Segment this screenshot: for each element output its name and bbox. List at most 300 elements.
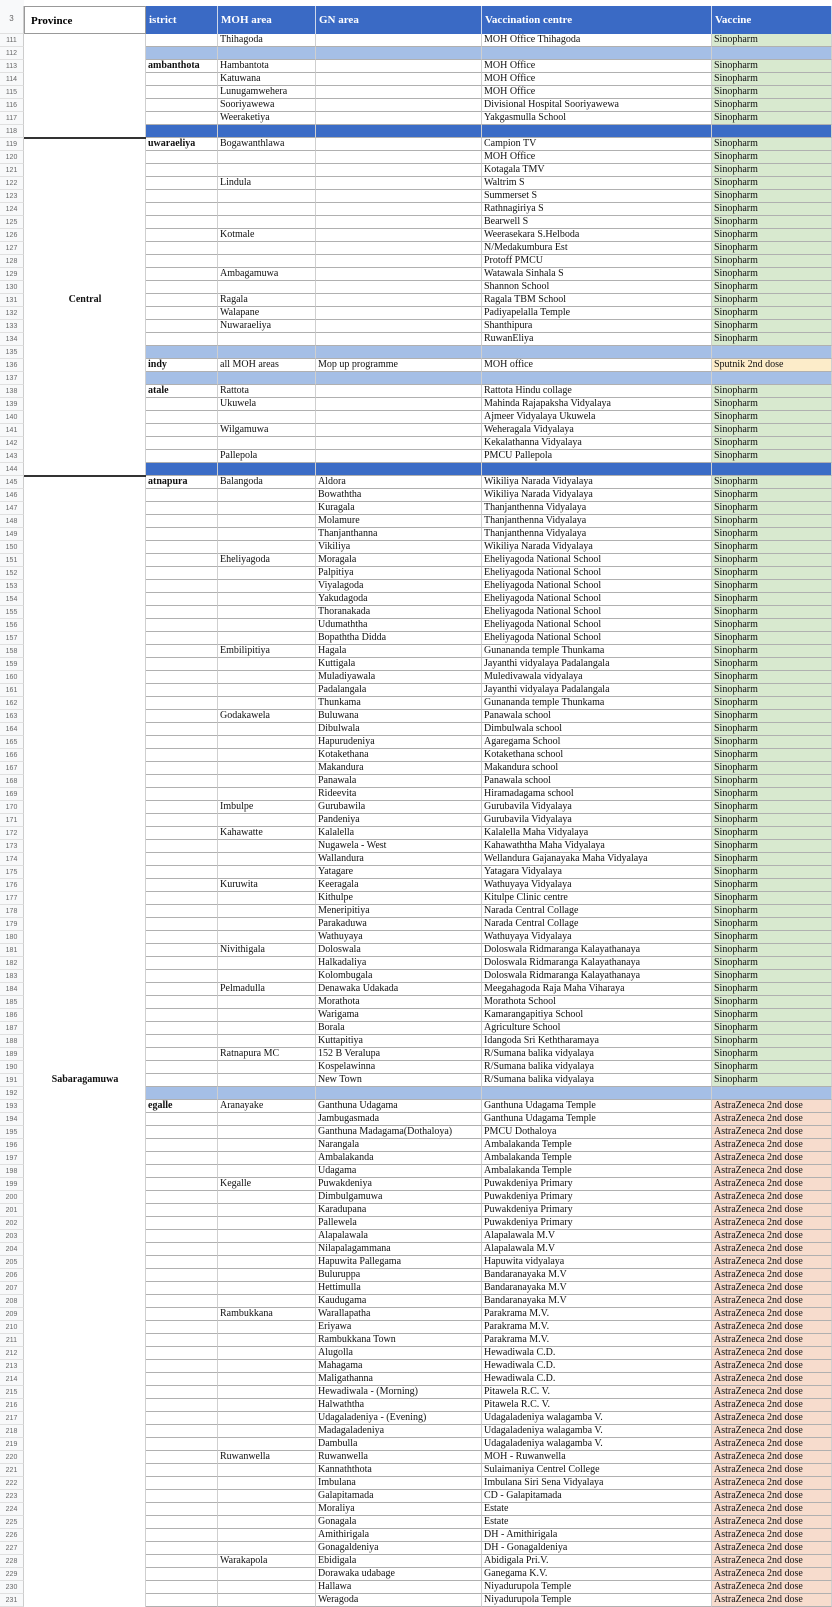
province-cell[interactable] — [24, 853, 146, 866]
province-cell[interactable] — [24, 1022, 146, 1035]
province-cell[interactable] — [24, 424, 146, 437]
gn-area-cell[interactable]: Mahagama — [316, 1360, 482, 1373]
moh-area-cell[interactable] — [218, 853, 316, 866]
vaccine-cell[interactable]: Sinopharm — [712, 684, 832, 697]
gn-area-cell[interactable]: Palpitiya — [316, 567, 482, 580]
vaccination-centre-cell[interactable]: Wikiliya Narada Vidyalaya — [482, 476, 712, 489]
province-cell[interactable] — [24, 372, 146, 385]
district-cell[interactable] — [146, 931, 218, 944]
gn-area-cell[interactable]: Makandura — [316, 762, 482, 775]
gn-area-cell[interactable]: Kotakethana — [316, 749, 482, 762]
moh-area-cell[interactable] — [218, 242, 316, 255]
vaccine-cell[interactable]: AstraZeneca 2nd dose — [712, 1126, 832, 1139]
moh-area-cell[interactable] — [218, 1581, 316, 1594]
vaccination-centre-cell[interactable]: Hapuwita vidyalaya — [482, 1256, 712, 1269]
gn-area-cell[interactable]: Udumaththa — [316, 619, 482, 632]
vaccine-cell[interactable]: Sinopharm — [712, 1074, 832, 1087]
province-cell[interactable] — [24, 1581, 146, 1594]
moh-area-cell[interactable]: Hambantota — [218, 60, 316, 73]
gn-area-cell[interactable]: Halkadaliya — [316, 957, 482, 970]
moh-area-cell[interactable] — [218, 749, 316, 762]
row-number[interactable]: 158 — [0, 645, 24, 658]
district-cell[interactable] — [146, 1178, 218, 1191]
vaccination-centre-cell[interactable]: Kotakethana school — [482, 749, 712, 762]
row-number[interactable]: 146 — [0, 489, 24, 502]
gn-area-cell[interactable]: Kannaththota — [316, 1464, 482, 1477]
moh-area-cell[interactable] — [218, 1282, 316, 1295]
gn-area-cell[interactable]: Maligathanna — [316, 1373, 482, 1386]
moh-area-cell[interactable]: Kegalle — [218, 1178, 316, 1191]
row-number[interactable]: 199 — [0, 1178, 24, 1191]
row-number[interactable]: 118 — [0, 125, 24, 138]
gn-area-cell[interactable]: Galapitamada — [316, 1490, 482, 1503]
row-number[interactable]: 144 — [0, 463, 24, 476]
province-cell[interactable] — [24, 1165, 146, 1178]
gn-area-cell[interactable]: Thunkama — [316, 697, 482, 710]
gn-area-cell[interactable] — [316, 1087, 482, 1100]
moh-area-cell[interactable] — [218, 632, 316, 645]
province-cell[interactable] — [24, 801, 146, 814]
moh-area-cell[interactable] — [218, 1009, 316, 1022]
province-cell[interactable] — [24, 1243, 146, 1256]
district-cell[interactable] — [146, 775, 218, 788]
province-cell[interactable] — [24, 1204, 146, 1217]
province-cell[interactable] — [24, 320, 146, 333]
vaccine-cell[interactable]: Sinopharm — [712, 450, 832, 463]
district-cell[interactable] — [146, 1529, 218, 1542]
vaccine-cell[interactable] — [712, 47, 832, 60]
province-cell[interactable] — [24, 515, 146, 528]
province-cell[interactable] — [24, 1412, 146, 1425]
vaccine-cell[interactable]: Sinopharm — [712, 593, 832, 606]
moh-area-cell[interactable] — [218, 1386, 316, 1399]
moh-area-cell[interactable] — [218, 1568, 316, 1581]
district-cell[interactable] — [146, 814, 218, 827]
row-number[interactable]: 135 — [0, 346, 24, 359]
gn-area-cell[interactable]: Nugawela - West — [316, 840, 482, 853]
vaccine-cell[interactable]: Sinopharm — [712, 970, 832, 983]
row-number[interactable]: 172 — [0, 827, 24, 840]
moh-area-cell[interactable]: Katuwana — [218, 73, 316, 86]
row-number[interactable]: 226 — [0, 1529, 24, 1542]
vaccination-centre-cell[interactable]: Eheliyagoda National School — [482, 606, 712, 619]
vaccination-centre-cell[interactable]: Kotagala TMV — [482, 164, 712, 177]
vaccination-centre-cell[interactable]: Bandaranayaka M.V — [482, 1295, 712, 1308]
district-cell[interactable] — [146, 749, 218, 762]
district-cell[interactable] — [146, 151, 218, 164]
moh-area-cell[interactable] — [218, 372, 316, 385]
gn-area-cell[interactable] — [316, 333, 482, 346]
district-cell[interactable] — [146, 1568, 218, 1581]
gn-area-cell[interactable]: Muladiyawala — [316, 671, 482, 684]
moh-area-cell[interactable]: Kahawatte — [218, 827, 316, 840]
gn-area-cell[interactable]: Wallandura — [316, 853, 482, 866]
gn-area-cell[interactable]: Udagaladeniya - (Evening) — [316, 1412, 482, 1425]
gn-area-cell[interactable]: Narangala — [316, 1139, 482, 1152]
row-number[interactable]: 166 — [0, 749, 24, 762]
district-cell[interactable] — [146, 970, 218, 983]
vaccination-centre-cell[interactable]: Agaregama School — [482, 736, 712, 749]
gn-area-cell[interactable]: Parakaduwa — [316, 918, 482, 931]
vaccine-cell[interactable]: Sinopharm — [712, 151, 832, 164]
province-cell[interactable] — [24, 1048, 146, 1061]
row-number[interactable]: 227 — [0, 1542, 24, 1555]
row-number[interactable]: 176 — [0, 879, 24, 892]
gn-area-cell[interactable]: Kuragala — [316, 502, 482, 515]
province-cell[interactable] — [24, 723, 146, 736]
district-cell[interactable] — [146, 710, 218, 723]
gn-area-cell[interactable]: Aldora — [316, 476, 482, 489]
vaccine-cell[interactable] — [712, 372, 832, 385]
province-cell[interactable] — [24, 398, 146, 411]
district-cell[interactable] — [146, 944, 218, 957]
vaccine-cell[interactable] — [712, 463, 832, 476]
province-cell[interactable] — [24, 970, 146, 983]
gn-area-cell[interactable]: Mop up programme — [316, 359, 482, 372]
row-number[interactable]: 217 — [0, 1412, 24, 1425]
district-cell[interactable] — [146, 73, 218, 86]
vaccine-cell[interactable]: Sinopharm — [712, 918, 832, 931]
vaccination-centre-cell[interactable]: DH - Amithirigala — [482, 1529, 712, 1542]
vaccine-cell[interactable]: Sinopharm — [712, 658, 832, 671]
vaccination-centre-cell[interactable]: Doloswala Ridmaranga Kalayathanaya — [482, 970, 712, 983]
province-cell[interactable] — [24, 866, 146, 879]
gn-area-cell[interactable]: Ganthuna Madagama(Dothaloya) — [316, 1126, 482, 1139]
province-cell[interactable] — [24, 1568, 146, 1581]
moh-area-cell[interactable] — [218, 866, 316, 879]
vaccination-centre-cell[interactable]: Weerasekara S.Helboda — [482, 229, 712, 242]
moh-area-cell[interactable] — [218, 788, 316, 801]
moh-area-cell[interactable] — [218, 1542, 316, 1555]
province-cell[interactable] — [24, 918, 146, 931]
row-number[interactable]: 164 — [0, 723, 24, 736]
moh-area-cell[interactable]: Ambagamuwa — [218, 268, 316, 281]
gn-area-cell[interactable] — [316, 281, 482, 294]
vaccination-centre-cell[interactable]: Protoff PMCU — [482, 255, 712, 268]
gn-area-cell[interactable] — [316, 164, 482, 177]
gn-area-cell[interactable] — [316, 242, 482, 255]
vaccine-cell[interactable]: Sinopharm — [712, 554, 832, 567]
row-number[interactable]: 203 — [0, 1230, 24, 1243]
vaccine-cell[interactable]: Sinopharm — [712, 931, 832, 944]
gn-area-cell[interactable]: Halwaththa — [316, 1399, 482, 1412]
row-number[interactable]: 152 — [0, 567, 24, 580]
vaccination-centre-cell[interactable]: Narada Central Collage — [482, 905, 712, 918]
vaccination-centre-cell[interactable]: Wellandura Gajanayaka Maha Vidyalaya — [482, 853, 712, 866]
row-number[interactable]: 127 — [0, 242, 24, 255]
province-cell[interactable] — [24, 944, 146, 957]
row-number[interactable]: 165 — [0, 736, 24, 749]
district-cell[interactable] — [146, 125, 218, 138]
row-number[interactable]: 129 — [0, 268, 24, 281]
row-number[interactable]: 136 — [0, 359, 24, 372]
province-cell[interactable] — [24, 1191, 146, 1204]
row-number[interactable]: 225 — [0, 1516, 24, 1529]
province-cell[interactable] — [24, 788, 146, 801]
moh-area-cell[interactable] — [218, 1594, 316, 1607]
row-number[interactable]: 162 — [0, 697, 24, 710]
vaccination-centre-cell[interactable]: Padiyapelalla Temple — [482, 307, 712, 320]
vaccine-cell[interactable]: Sputnik 2nd dose — [712, 359, 832, 372]
province-cell[interactable] — [24, 749, 146, 762]
vaccination-centre-cell[interactable]: Ambalakanda Temple — [482, 1139, 712, 1152]
vaccination-centre-cell[interactable]: Kekalathanna Vidyalaya — [482, 437, 712, 450]
district-cell[interactable] — [146, 554, 218, 567]
row-number[interactable]: 142 — [0, 437, 24, 450]
district-cell[interactable] — [146, 1113, 218, 1126]
province-cell[interactable] — [24, 697, 146, 710]
moh-area-cell[interactable] — [218, 190, 316, 203]
province-cell[interactable] — [24, 736, 146, 749]
gn-area-cell[interactable]: Gonagala — [316, 1516, 482, 1529]
row-number[interactable]: 193 — [0, 1100, 24, 1113]
vaccination-centre-cell[interactable]: Wathuyaya Vidyalaya — [482, 931, 712, 944]
province-cell[interactable] — [24, 827, 146, 840]
moh-area-cell[interactable] — [218, 1347, 316, 1360]
province-cell[interactable] — [24, 1529, 146, 1542]
row-number[interactable]: 170 — [0, 801, 24, 814]
row-number[interactable]: 159 — [0, 658, 24, 671]
vaccine-cell[interactable]: Sinopharm — [712, 164, 832, 177]
moh-area-cell[interactable]: Lindula — [218, 177, 316, 190]
province-cell[interactable] — [24, 1347, 146, 1360]
district-cell[interactable] — [146, 671, 218, 684]
header-moh-area[interactable]: MOH area — [218, 6, 316, 34]
gn-area-cell[interactable]: Rambukkana Town — [316, 1334, 482, 1347]
moh-area-cell[interactable] — [218, 1399, 316, 1412]
moh-area-cell[interactable] — [218, 346, 316, 359]
province-cell[interactable] — [24, 905, 146, 918]
vaccination-centre-cell[interactable]: Shannon School — [482, 281, 712, 294]
row-number[interactable]: 124 — [0, 203, 24, 216]
gn-area-cell[interactable]: Pallewela — [316, 1217, 482, 1230]
province-cell[interactable] — [24, 229, 146, 242]
province-cell[interactable] — [24, 268, 146, 281]
district-cell[interactable] — [146, 242, 218, 255]
gn-area-cell[interactable]: Hallawa — [316, 1581, 482, 1594]
vaccination-centre-cell[interactable]: Hewadiwala C.D. — [482, 1347, 712, 1360]
vaccination-centre-cell[interactable]: Thanjanthenna Vidyalaya — [482, 515, 712, 528]
vaccination-centre-cell[interactable]: CD - Galapitamada — [482, 1490, 712, 1503]
province-cell[interactable] — [24, 1230, 146, 1243]
gn-area-cell[interactable]: Hewadiwala - (Morning) — [316, 1386, 482, 1399]
province-cell[interactable] — [24, 996, 146, 1009]
vaccination-centre-cell[interactable]: MOH office — [482, 359, 712, 372]
district-cell[interactable] — [146, 1347, 218, 1360]
district-cell[interactable] — [146, 1399, 218, 1412]
vaccination-centre-cell[interactable]: Kahawaththa Maha Vidyalaya — [482, 840, 712, 853]
gn-area-cell[interactable]: Pandeniya — [316, 814, 482, 827]
district-cell[interactable] — [146, 1191, 218, 1204]
vaccination-centre-cell[interactable]: Campion TV — [482, 138, 712, 151]
district-cell[interactable] — [146, 606, 218, 619]
province-cell[interactable] — [24, 86, 146, 99]
row-number[interactable]: 229 — [0, 1568, 24, 1581]
moh-area-cell[interactable] — [218, 216, 316, 229]
district-cell[interactable] — [146, 1490, 218, 1503]
row-number[interactable]: 123 — [0, 190, 24, 203]
gn-area-cell[interactable]: Moragala — [316, 554, 482, 567]
row-number[interactable]: 197 — [0, 1152, 24, 1165]
vaccination-centre-cell[interactable]: Udagaladeniya walagamba V. — [482, 1412, 712, 1425]
moh-area-cell[interactable] — [218, 255, 316, 268]
province-cell[interactable] — [24, 931, 146, 944]
province-cell[interactable] — [24, 164, 146, 177]
vaccine-cell[interactable]: Sinopharm — [712, 632, 832, 645]
moh-area-cell[interactable]: Pelmadulla — [218, 983, 316, 996]
vaccine-cell[interactable]: AstraZeneca 2nd dose — [712, 1191, 832, 1204]
vaccine-cell[interactable]: Sinopharm — [712, 944, 832, 957]
gn-area-cell[interactable] — [316, 60, 482, 73]
province-cell[interactable] — [24, 1373, 146, 1386]
province-cell[interactable] — [24, 1100, 146, 1113]
district-cell[interactable] — [146, 255, 218, 268]
vaccination-centre-cell[interactable]: Ganegama K.V. — [482, 1568, 712, 1581]
gn-area-cell[interactable]: Kuttigala — [316, 658, 482, 671]
vaccination-centre-cell[interactable]: Agriculture School — [482, 1022, 712, 1035]
vaccine-cell[interactable]: Sinopharm — [712, 892, 832, 905]
vaccination-centre-cell[interactable]: Udagaladeniya walagamba V. — [482, 1438, 712, 1451]
row-number[interactable]: 115 — [0, 86, 24, 99]
vaccination-centre-cell[interactable]: Watawala Sinhala S — [482, 268, 712, 281]
vaccine-cell[interactable]: Sinopharm — [712, 385, 832, 398]
row-number[interactable]: 223 — [0, 1490, 24, 1503]
province-cell[interactable] — [24, 112, 146, 125]
moh-area-cell[interactable] — [218, 1503, 316, 1516]
vaccination-centre-cell[interactable]: Parakrama M.V. — [482, 1334, 712, 1347]
gn-area-cell[interactable]: Buluruppa — [316, 1269, 482, 1282]
district-cell[interactable] — [146, 801, 218, 814]
vaccine-cell[interactable]: Sinopharm — [712, 619, 832, 632]
vaccination-centre-cell[interactable]: Wathuyaya Vidyalaya — [482, 879, 712, 892]
district-cell[interactable] — [146, 1321, 218, 1334]
province-cell[interactable] — [24, 177, 146, 190]
vaccination-centre-cell[interactable]: Morathota School — [482, 996, 712, 1009]
vaccine-cell[interactable]: AstraZeneca 2nd dose — [712, 1269, 832, 1282]
vaccination-centre-cell[interactable]: Yakgasmulla School — [482, 112, 712, 125]
vaccination-centre-cell[interactable]: R/Sumana balika vidyalaya — [482, 1048, 712, 1061]
moh-area-cell[interactable] — [218, 1061, 316, 1074]
vaccine-cell[interactable]: AstraZeneca 2nd dose — [712, 1542, 832, 1555]
row-number[interactable]: 214 — [0, 1373, 24, 1386]
gn-area-cell[interactable] — [316, 463, 482, 476]
gn-area-cell[interactable]: Viyalagoda — [316, 580, 482, 593]
district-cell[interactable] — [146, 697, 218, 710]
vaccination-centre-cell[interactable]: Eheliyagoda National School — [482, 580, 712, 593]
row-number[interactable]: 222 — [0, 1477, 24, 1490]
row-number[interactable]: 112 — [0, 47, 24, 60]
vaccination-centre-cell[interactable]: RuwanEliya — [482, 333, 712, 346]
row-number[interactable]: 215 — [0, 1386, 24, 1399]
gn-area-cell[interactable]: Weragoda — [316, 1594, 482, 1607]
gn-area-cell[interactable]: Moraliya — [316, 1503, 482, 1516]
row-number[interactable]: 119 — [0, 138, 24, 151]
row-number[interactable]: 117 — [0, 112, 24, 125]
moh-area-cell[interactable] — [218, 203, 316, 216]
gn-area-cell[interactable] — [316, 112, 482, 125]
district-cell[interactable] — [146, 333, 218, 346]
gn-area-cell[interactable] — [316, 437, 482, 450]
vaccine-cell[interactable]: Sinopharm — [712, 99, 832, 112]
row-number[interactable]: 205 — [0, 1256, 24, 1269]
vaccination-centre-cell[interactable]: Puwakdeniya Primary — [482, 1217, 712, 1230]
district-cell[interactable] — [146, 1048, 218, 1061]
vaccination-centre-cell[interactable]: Ambalakanda Temple — [482, 1165, 712, 1178]
district-cell[interactable] — [146, 1555, 218, 1568]
province-cell[interactable] — [24, 73, 146, 86]
moh-area-cell[interactable] — [218, 775, 316, 788]
moh-area-cell[interactable] — [218, 1295, 316, 1308]
gn-area-cell[interactable]: Kuttapitiya — [316, 1035, 482, 1048]
moh-area-cell[interactable] — [218, 411, 316, 424]
district-cell[interactable] — [146, 736, 218, 749]
district-cell[interactable] — [146, 1035, 218, 1048]
district-cell[interactable] — [146, 632, 218, 645]
gn-area-cell[interactable]: Puwakdeniya — [316, 1178, 482, 1191]
row-number[interactable]: 196 — [0, 1139, 24, 1152]
row-number[interactable]: 192 — [0, 1087, 24, 1100]
row-number[interactable]: 132 — [0, 307, 24, 320]
header-gn-area[interactable]: GN area — [316, 6, 482, 34]
vaccination-centre-cell[interactable]: PMCU Pallepola — [482, 450, 712, 463]
vaccination-centre-cell[interactable]: Hewadiwala C.D. — [482, 1360, 712, 1373]
vaccination-centre-cell[interactable]: MOH Office — [482, 151, 712, 164]
moh-area-cell[interactable] — [218, 1412, 316, 1425]
row-number[interactable]: 187 — [0, 1022, 24, 1035]
row-number[interactable]: 153 — [0, 580, 24, 593]
moh-area-cell[interactable] — [218, 593, 316, 606]
district-cell[interactable] — [146, 203, 218, 216]
vaccine-cell[interactable]: Sinopharm — [712, 983, 832, 996]
province-cell[interactable] — [24, 190, 146, 203]
vaccination-centre-cell[interactable]: Gurubavila Vidyalaya — [482, 814, 712, 827]
province-cell[interactable] — [24, 1061, 146, 1074]
province-cell[interactable] — [24, 1009, 146, 1022]
vaccine-cell[interactable]: Sinopharm — [712, 697, 832, 710]
gn-area-cell[interactable]: Bopaththa Didda — [316, 632, 482, 645]
province-cell[interactable] — [24, 671, 146, 684]
moh-area-cell[interactable] — [218, 528, 316, 541]
vaccination-centre-cell[interactable]: Kalalella Maha Vidyalaya — [482, 827, 712, 840]
moh-area-cell[interactable] — [218, 1087, 316, 1100]
province-cell[interactable] — [24, 1594, 146, 1607]
province-cell[interactable] — [24, 1334, 146, 1347]
province-cell[interactable] — [24, 554, 146, 567]
gn-area-cell[interactable]: Kaudugama — [316, 1295, 482, 1308]
gn-area-cell[interactable]: Eriyawa — [316, 1321, 482, 1334]
moh-area-cell[interactable]: Ruwanwella — [218, 1451, 316, 1464]
vaccine-cell[interactable]: AstraZeneca 2nd dose — [712, 1204, 832, 1217]
district-cell[interactable] — [146, 1360, 218, 1373]
gn-area-cell[interactable] — [316, 411, 482, 424]
gn-area-cell[interactable] — [316, 216, 482, 229]
row-number[interactable]: 190 — [0, 1061, 24, 1074]
vaccine-cell[interactable]: Sinopharm — [712, 1035, 832, 1048]
row-number[interactable]: 198 — [0, 1165, 24, 1178]
row-number[interactable]: 179 — [0, 918, 24, 931]
province-cell[interactable] — [24, 476, 146, 489]
province-cell[interactable] — [24, 879, 146, 892]
row-number[interactable]: 114 — [0, 73, 24, 86]
district-cell[interactable] — [146, 1009, 218, 1022]
vaccine-cell[interactable]: Sinopharm — [712, 710, 832, 723]
district-cell[interactable] — [146, 398, 218, 411]
moh-area-cell[interactable] — [218, 489, 316, 502]
vaccination-centre-cell[interactable]: Ganthuna Udagama Temple — [482, 1113, 712, 1126]
province-cell[interactable] — [24, 1321, 146, 1334]
row-number[interactable]: 231 — [0, 1594, 24, 1607]
vaccination-centre-cell[interactable]: Panawala school — [482, 710, 712, 723]
